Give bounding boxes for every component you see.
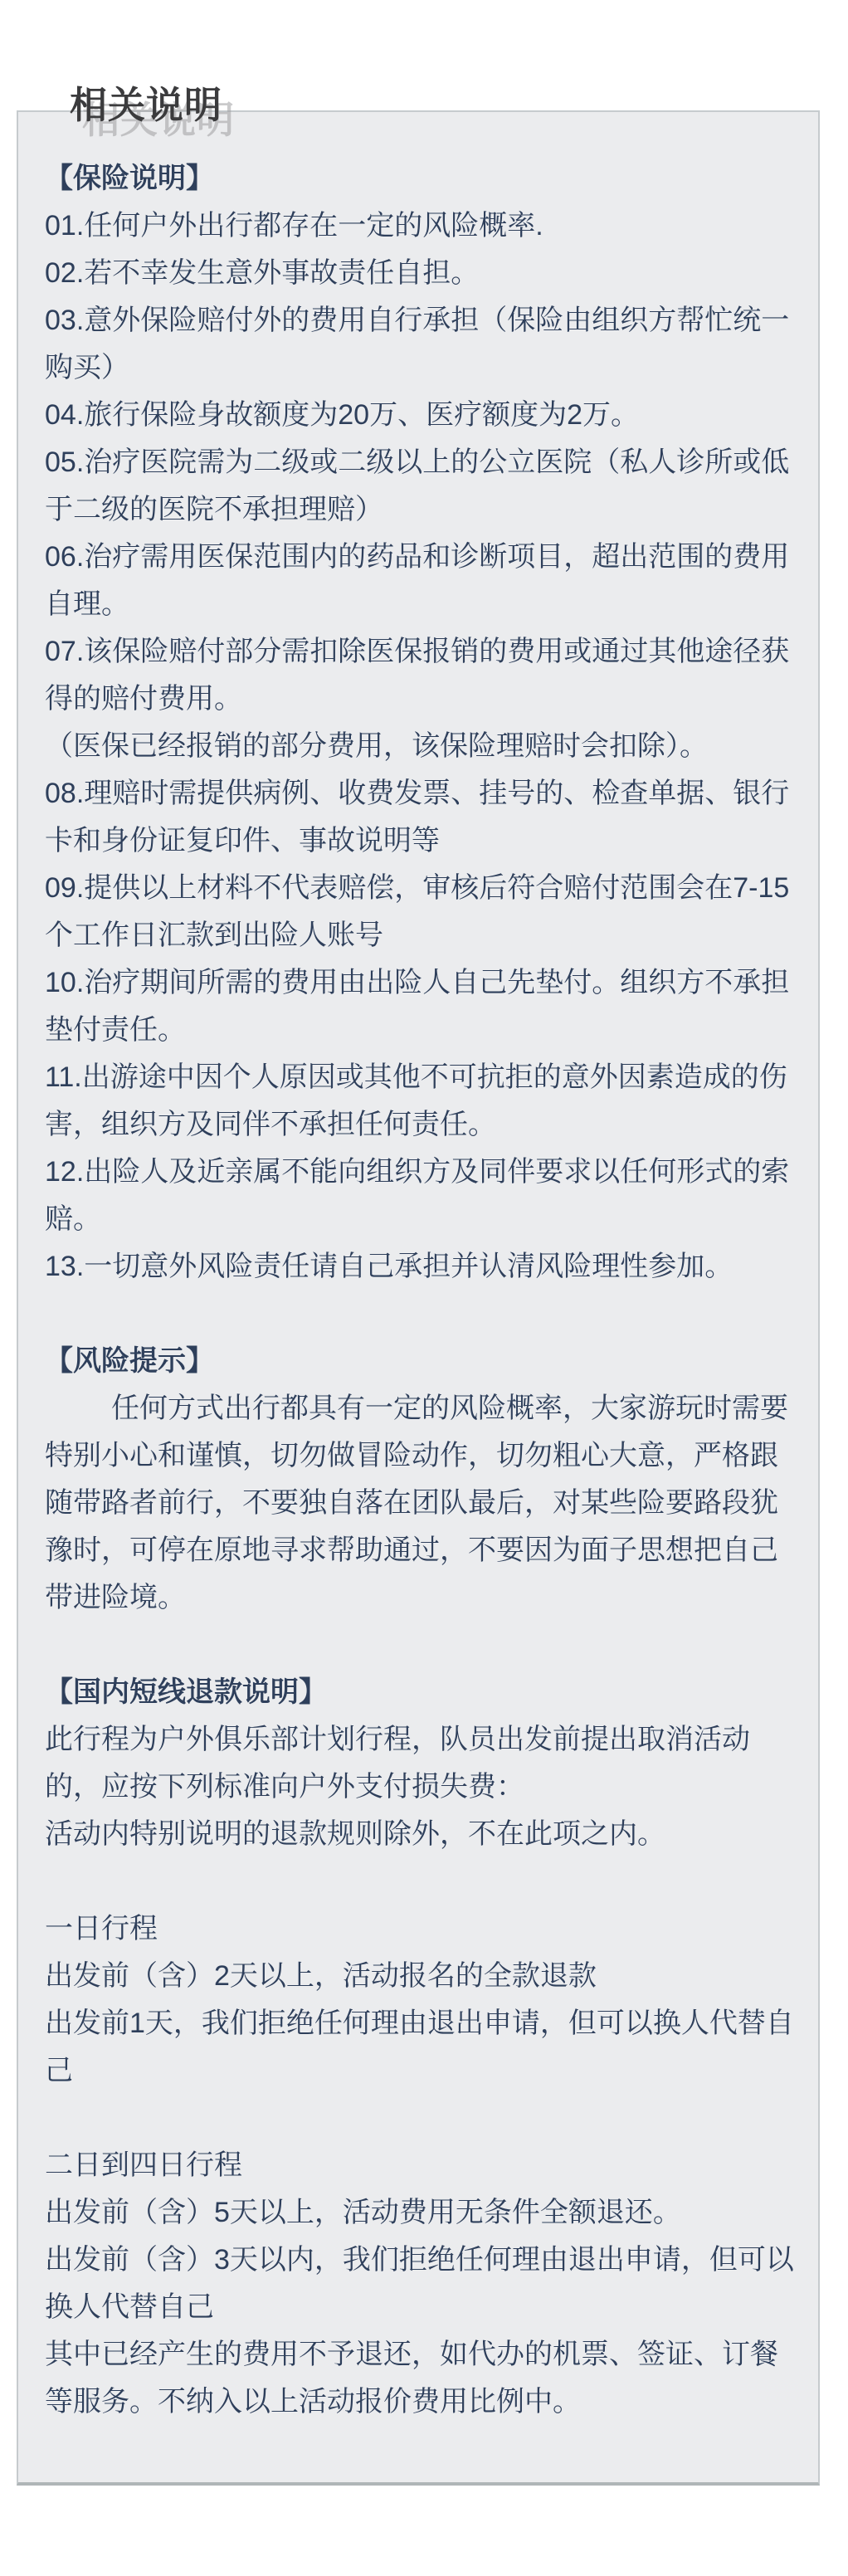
- multi-day-rule-2: 出发前（含）3天以内，我们拒绝任何理由退出申请，但可以换人代替自己: [45, 2244, 794, 2323]
- subheading-one-day-trip: 一日行程: [45, 1913, 158, 1944]
- insurance-note-13: 13.一切意外风险责任请自己承担并认清风险理性参加。: [45, 1251, 733, 1282]
- insurance-note-10: 10.治疗期间所需的费用由出险人自己先垫付。组织方不承担垫付责任。: [45, 967, 790, 1046]
- refund-intro: 此行程为户外俱乐部计划行程，队员出发前提出取消活动的，应按下列标准向户外支付损失费：: [45, 1724, 750, 1803]
- insurance-note-01: 01.任何户外出行都存在一定的风险概率.: [45, 210, 543, 242]
- insurance-note-11: 11.出游途中因个人原因或其他不可抗拒的意外因素造成的伤害，组织方及同伴不承担任何责任。: [45, 1061, 787, 1140]
- one-day-rule-2: 出发前1天，我们拒绝任何理由退出申请，但可以换人代替自己: [45, 2008, 794, 2086]
- multi-day-rule-3: 其中已经产生的费用不予退还，如代办的机票、签证、订餐等服务。不纳入以上活动报价费用比例中。: [45, 2339, 778, 2417]
- risk-paragraph: 任何方式出行都具有一定的风险概率，大家游玩时需要特别小心和谨慎，切勿做冒险动作，切勿粗心大意，严格跟随带路者前行，不要独自落在团队最后，对某些险要路段犹豫时，可停在原地寻求帮助通过，不要因为面子思想把自己带进险境。: [45, 1393, 788, 1613]
- section-spacer: [45, 1858, 798, 1905]
- section-spacer: [45, 1290, 798, 1338]
- insurance-note-06: 06.治疗需用医保范围内的药品和诊断项目，超出范围的费用自理。: [45, 541, 790, 620]
- insurance-note-02: 02.若不幸发生意外事故责任自担。: [45, 257, 480, 289]
- insurance-note-12: 12.出险人及近亲属不能向组织方及同伴要求以任何形式的索赔。: [45, 1156, 790, 1235]
- insurance-note-09: 09.提供以上材料不代表赔偿，审核后符合赔付范围会在7-15个工作日汇款到出险人账号: [45, 872, 790, 951]
- one-day-rule-1: 出发前（含）2天以上，活动报名的全款退款: [45, 1960, 597, 1992]
- section-heading-insurance: 【保险说明】: [45, 163, 214, 194]
- section-spacer: [45, 1622, 798, 1669]
- insurance-note-04: 04.旅行保险身故额度为20万、医疗额度为2万。: [45, 399, 639, 431]
- section-heading-refund: 【国内短线退款说明】: [45, 1676, 327, 1708]
- insurance-note-05: 05.治疗医院需为二级或二级以上的公立医院（私人诊所或低于二级的医院不承担理赔）: [45, 446, 790, 525]
- page-title: 相关说明: [70, 84, 223, 126]
- related-notes-panel: [17, 110, 820, 2486]
- refund-exception: 活动内特别说明的退款规则除外，不在此项之内。: [45, 1818, 665, 1850]
- insurance-note-03: 03.意外保险赔付外的费用自行承担（保险由组织方帮忙统一购买）: [45, 305, 790, 383]
- insurance-note-07-remark: （医保已经报销的部分费用，该保险理赔时会扣除）。: [45, 730, 708, 762]
- insurance-note-07: 07.该保险赔付部分需扣除医保报销的费用或通过其他途径获得的赔付费用。: [45, 636, 790, 715]
- section-spacer: [45, 2095, 798, 2142]
- section-heading-risk: 【风险提示】: [45, 1345, 214, 1377]
- insurance-note-08: 08.理赔时需提供病例、收费发票、挂号的、检查单据、银行卡和身份证复印件、事故说明等: [45, 778, 790, 856]
- multi-day-rule-1: 出发前（含）5天以上，活动费用无条件全额退还。: [45, 2197, 681, 2228]
- subheading-multi-day-trip: 二日到四日行程: [45, 2149, 242, 2181]
